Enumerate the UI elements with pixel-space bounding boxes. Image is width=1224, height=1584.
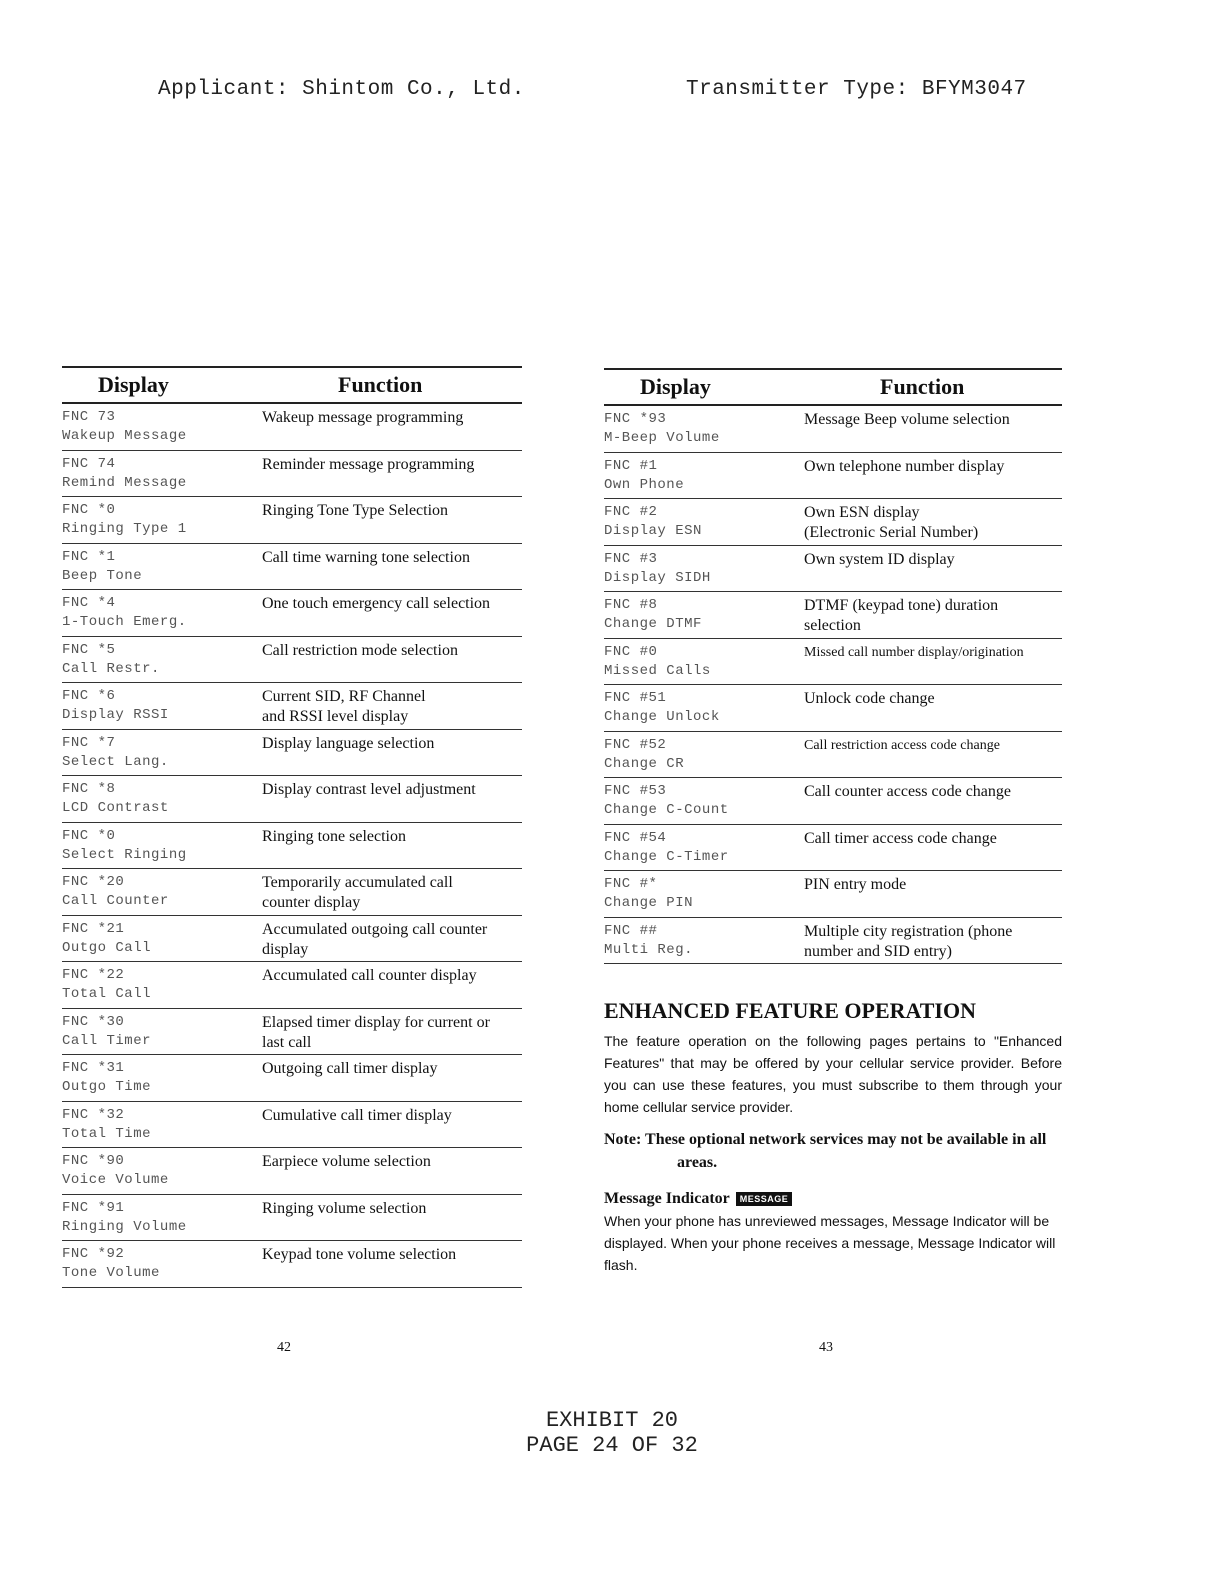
table-row	[604, 499, 1062, 546]
lcd-display-text: FNC #54 Change C-Timer	[604, 829, 729, 865]
lcd-display-text: FNC #1 Own Phone	[604, 457, 685, 493]
lcd-display-text: FNC *5 Call Restr.	[62, 641, 160, 677]
function-description: Call time warning tone selection	[262, 548, 470, 566]
table-row	[62, 916, 522, 963]
enhanced-feature-section	[604, 998, 1062, 1276]
lcd-display-text: FNC *8 LCD Contrast	[62, 781, 169, 816]
page-number-left: 42	[277, 1340, 291, 1355]
lcd-display-text: FNC #52 Change CR	[604, 736, 685, 772]
table-row	[604, 592, 1062, 639]
lcd-display-text: FNC *22 Total Call	[62, 967, 152, 1002]
function-description: Message Beep volume selection	[804, 411, 1010, 428]
right-function-table	[604, 368, 1062, 964]
lcd-display-text: FNC *1 Beep Tone	[62, 548, 143, 584]
function-description: Display language selection	[262, 734, 435, 752]
function-column-header: Function	[338, 372, 423, 397]
exhibit-page-line: PAGE 24 OF 32	[526, 1433, 698, 1458]
function-description: Call restriction access code change	[804, 737, 1000, 753]
table-row	[62, 497, 522, 544]
table-row	[62, 544, 522, 591]
table-row	[604, 546, 1062, 593]
table-body	[604, 406, 1062, 964]
table-row	[62, 404, 522, 451]
transmitter-header: Transmitter Type: BFYM3047	[686, 78, 1027, 101]
table-row	[62, 1148, 522, 1195]
table-row	[62, 590, 522, 637]
table-row	[604, 871, 1062, 918]
function-description: Ringing tone selection	[262, 827, 406, 845]
message-indicator-heading	[604, 1190, 1062, 1208]
table-header	[62, 366, 522, 404]
function-description: Elapsed timer display for current or last call	[262, 1013, 490, 1051]
table-row	[604, 918, 1062, 965]
page-number-right: 43	[819, 1340, 833, 1355]
function-description: Accumulated outgoing call counter display	[262, 920, 488, 958]
function-description: Outgoing call timer display	[262, 1060, 438, 1077]
function-description: Temporarily accumulated call counter display	[262, 874, 453, 911]
display-column-header: Display	[98, 372, 169, 397]
section-title: ENHANCED FEATURE OPERATION	[604, 998, 976, 1023]
lcd-display-text: FNC *30 Call Timer	[62, 1013, 152, 1049]
lcd-display-text: FNC #53 Change C-Count	[604, 783, 729, 818]
lcd-display-text: FNC *21 Outgo Call	[62, 920, 152, 956]
message-icon: MESSAGE	[736, 1192, 793, 1206]
table-row	[62, 869, 522, 916]
lcd-display-text: FNC #51 Change Unlock	[604, 690, 720, 725]
exhibit-stamp	[0, 1408, 1224, 1458]
function-column-header: Function	[880, 374, 965, 399]
lcd-display-text: FNC *6 Display RSSI	[62, 688, 169, 723]
note-text: Note: These optional network services may not be available in all areas.	[604, 1131, 1047, 1171]
function-description: Wakeup message programming	[262, 409, 464, 426]
table-row	[604, 639, 1062, 686]
table-row	[62, 962, 522, 1009]
lcd-display-text: FNC *32 Total Time	[62, 1106, 152, 1142]
function-description: DTMF (keypad tone) duration selection	[804, 597, 999, 634]
message-indicator-title: Message Indicator	[604, 1190, 730, 1207]
function-description: Own ESN display (Electronic Serial Number)	[804, 504, 979, 541]
function-description: Reminder message programming	[262, 455, 475, 473]
table-row	[62, 823, 522, 870]
lcd-display-text: FNC *90 Voice Volume	[62, 1153, 169, 1188]
function-description: Display contrast level adjustment	[262, 781, 476, 798]
table-row	[62, 1102, 522, 1149]
lcd-display-text: FNC *93 M-Beep Volume	[604, 411, 720, 446]
message-indicator-body: When your phone has unreviewed messages, Message Indicator will be displayed. When your phone receives a message, Message Indicator will flash.	[604, 1213, 1056, 1273]
lcd-display-text: FNC *20 Call Counter	[62, 874, 169, 909]
lcd-display-text: FNC 74 Remind Message	[62, 455, 187, 491]
lcd-display-text: FNC #* Change PIN	[604, 876, 694, 911]
display-column-header: Display	[640, 374, 711, 399]
table-row	[604, 453, 1062, 500]
function-description: Ringing Tone Type Selection	[262, 502, 449, 519]
table-row	[62, 1241, 522, 1288]
function-description: Call timer access code change	[804, 829, 997, 847]
function-description: Own telephone number display	[804, 457, 1005, 475]
table-row	[604, 825, 1062, 872]
table-row	[62, 637, 522, 684]
lcd-display-text: FNC *31 Outgo Time	[62, 1060, 152, 1095]
function-description: Own system ID display	[804, 550, 955, 568]
applicant-header: Applicant: Shintom Co., Ltd.	[158, 78, 525, 101]
function-description: Keypad tone volume selection	[262, 1246, 457, 1263]
function-description: Ringing volume selection	[262, 1199, 427, 1217]
function-description: Missed call number display/origination	[804, 644, 1024, 660]
function-description: Cumulative call timer display	[262, 1106, 452, 1124]
table-row	[62, 451, 522, 498]
table-row	[604, 406, 1062, 453]
table-row	[604, 732, 1062, 779]
function-description: Accumulated call counter display	[262, 967, 477, 984]
lcd-display-text: FNC *0 Ringing Type 1	[62, 502, 187, 537]
table-row	[604, 685, 1062, 732]
lcd-display-text: FNC *91 Ringing Volume	[62, 1199, 187, 1235]
function-description: PIN entry mode	[804, 876, 907, 893]
function-description: Call restriction mode selection	[262, 641, 458, 659]
table-row	[62, 1009, 522, 1056]
exhibit-line: EXHIBIT 20	[545, 1408, 679, 1433]
lcd-display-text: FNC #0 Missed Calls	[604, 643, 711, 679]
function-description: One touch emergency call selection	[262, 595, 491, 612]
lcd-display-text: FNC ## Multi Reg.	[604, 922, 694, 958]
function-description: Earpiece volume selection	[262, 1153, 431, 1170]
function-description: Unlock code change	[804, 690, 935, 707]
table-body	[62, 404, 522, 1288]
lcd-display-text: FNC *0 Select Ringing	[62, 827, 187, 863]
function-description: Call counter access code change	[804, 783, 1012, 800]
table-row	[62, 776, 522, 823]
lcd-display-text: FNC #3 Display SIDH	[604, 550, 711, 586]
left-function-table	[62, 366, 522, 1288]
table-row	[604, 778, 1062, 825]
table-header	[604, 368, 1062, 406]
lcd-display-text: FNC 73 Wakeup Message	[62, 409, 187, 444]
lcd-display-text: FNC #2 Display ESN	[604, 504, 702, 539]
table-row	[62, 1195, 522, 1242]
lcd-display-text: FNC *7 Select Lang.	[62, 734, 169, 770]
lcd-display-text: FNC #8 Change DTMF	[604, 597, 702, 632]
lcd-display-text: FNC *92 Tone Volume	[62, 1246, 160, 1281]
function-description: Multiple city registration (phone number and SID entry)	[804, 922, 1013, 960]
table-row	[62, 683, 522, 730]
table-row	[62, 730, 522, 777]
table-row	[62, 1055, 522, 1102]
section-body: The feature operation on the following pages pertains to "Enhanced Features" that may be offered by your cellular service provider. Before you can use these features, you must subscribe to them through your home cellular service provider.	[604, 1033, 1062, 1115]
function-description: Current SID, RF Channel and RSSI level display	[262, 688, 426, 725]
lcd-display-text: FNC *4 1-Touch Emerg.	[62, 595, 187, 630]
